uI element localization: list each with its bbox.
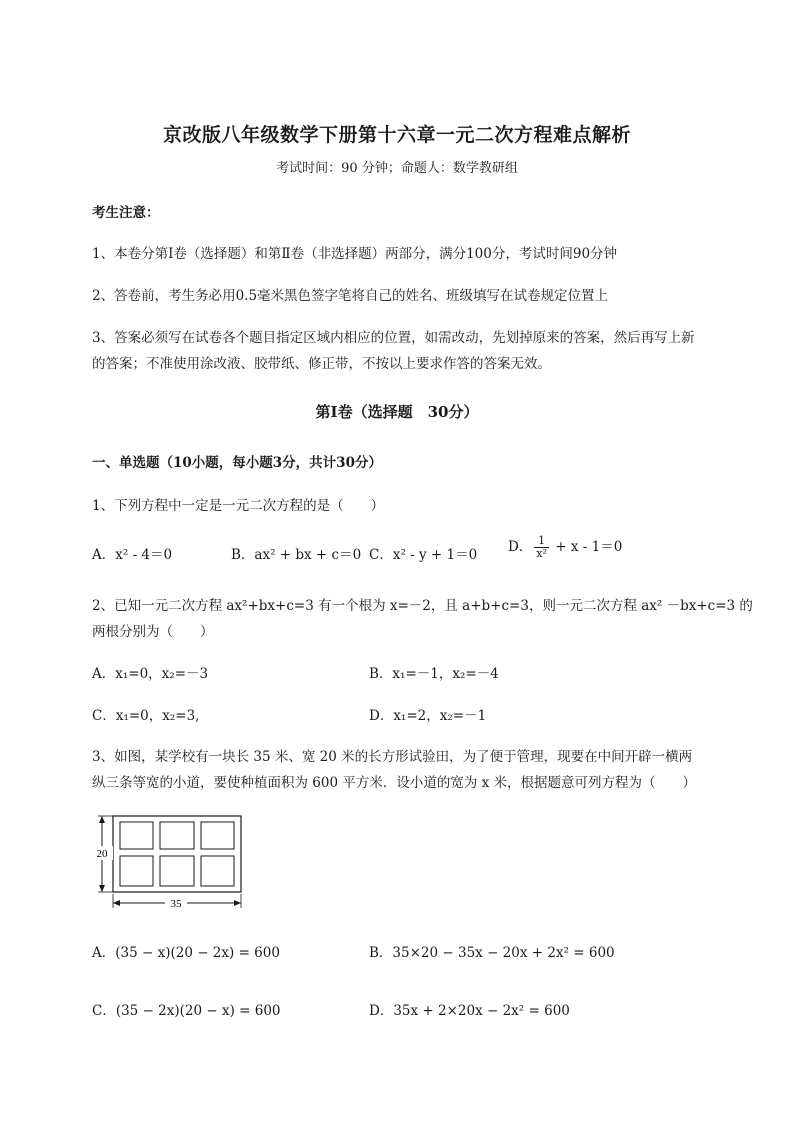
q2-option-b: B．x₁=－1，x₂=－4 — [369, 666, 499, 682]
question-2-stem-1: 2、已知一元二次方程 ax²+bx+c=3 有一个根为 x=－2，且 a+b+c=3，则一元二次方程 ax² －bx+c=3 的 — [92, 598, 753, 614]
q1-d-fraction — [534, 535, 549, 560]
plot-4 — [120, 856, 153, 886]
q2-option-a: A．x₁=0，x₂=－3 — [92, 666, 209, 682]
q1-option-c: C．x² - y + 1＝0 — [369, 547, 478, 563]
q3-option-a: A．(35 − x)(20 − 2x) = 600 — [92, 945, 280, 961]
q2-option-c: C．x₁=0，x₂=3, — [92, 708, 200, 724]
section-title: 第Ⅰ卷（选择题 30分） — [315, 403, 479, 421]
height-arrow-top — [99, 816, 105, 823]
question-3-stem-1: 3、如图，某学校有一块长 35 米、宽 20 米的长方形试验田，为了便于管理，现要在中间开辟一横两 — [92, 749, 693, 765]
q3-option-c: C．(35 − 2x)(20 − x) = 600 — [92, 1003, 281, 1019]
q1-option-a: A．x² - 4＝0 — [92, 547, 173, 563]
plot-2 — [160, 822, 194, 849]
notice-item-2: 2、答卷前，考生务必用0.5毫米黑色签字笔将自己的姓名、班级填写在试卷规定位置上 — [92, 288, 609, 304]
plot-6 — [201, 856, 234, 886]
q2-option-d: D．x₁=2，x₂=－1 — [369, 708, 487, 724]
field-outline — [113, 816, 241, 892]
notice-item-3-cont: 的答案；不准使用涂改液、胶带纸、修正带，不按以上要求作答的答案无效。 — [92, 356, 551, 372]
q1-d-prefix: D． — [508, 539, 533, 555]
part-heading: 一、单选题（10小题，每小题3分，共计30分） — [92, 455, 382, 471]
question-3-stem-2: 纵三条等宽的小道，要使种植面积为 600 平方米．设小道的宽为 x 米，根据题意可列方程为（ ） — [92, 775, 697, 791]
height-label: 20 — [96, 848, 108, 860]
plot-5 — [160, 856, 194, 886]
width-arrow-left — [113, 900, 120, 906]
exam-info: 考试时间：90 分钟；命题人：数学教研组 — [276, 161, 518, 176]
field-diagram — [90, 810, 250, 915]
q3-option-b: B．35×20 − 35x − 20x + 2x² = 600 — [369, 945, 615, 961]
notice-item-3: 3、答案必须写在试卷各个题目指定区域内相应的位置，如需改动，先划掉原来的答案，然后再写上新 — [92, 330, 695, 346]
notice-heading: 考生注意： — [92, 205, 160, 221]
q1-option-b: B．ax² + bx + c＝0 — [231, 547, 362, 563]
question-2-stem-2: 两根分别为（ ） — [92, 624, 214, 640]
q1-d-numerator: 1 — [534, 535, 549, 548]
page-title: 京改版八年级数学下册第十六章一元二次方程难点解析 — [162, 124, 631, 146]
width-arrow-right — [234, 900, 241, 906]
width-label: 35 — [170, 898, 182, 910]
plot-3 — [201, 822, 234, 849]
notice-item-1: 1、本卷分第Ⅰ卷（选择题）和第Ⅱ卷（非选择题）两部分，满分100分，考试时间90分钟 — [92, 246, 618, 262]
question-1-stem: 1、下列方程中一定是一元二次方程的是（ ） — [92, 498, 385, 514]
height-arrow-bottom — [99, 885, 105, 892]
plot-1 — [120, 822, 153, 849]
q1-d-denominator: x² — [536, 547, 547, 560]
q1-option-d — [508, 535, 622, 560]
q1-d-suffix: + x - 1＝0 — [550, 539, 623, 555]
q3-option-d: D．35x + 2×20x − 2x² = 600 — [369, 1003, 570, 1019]
